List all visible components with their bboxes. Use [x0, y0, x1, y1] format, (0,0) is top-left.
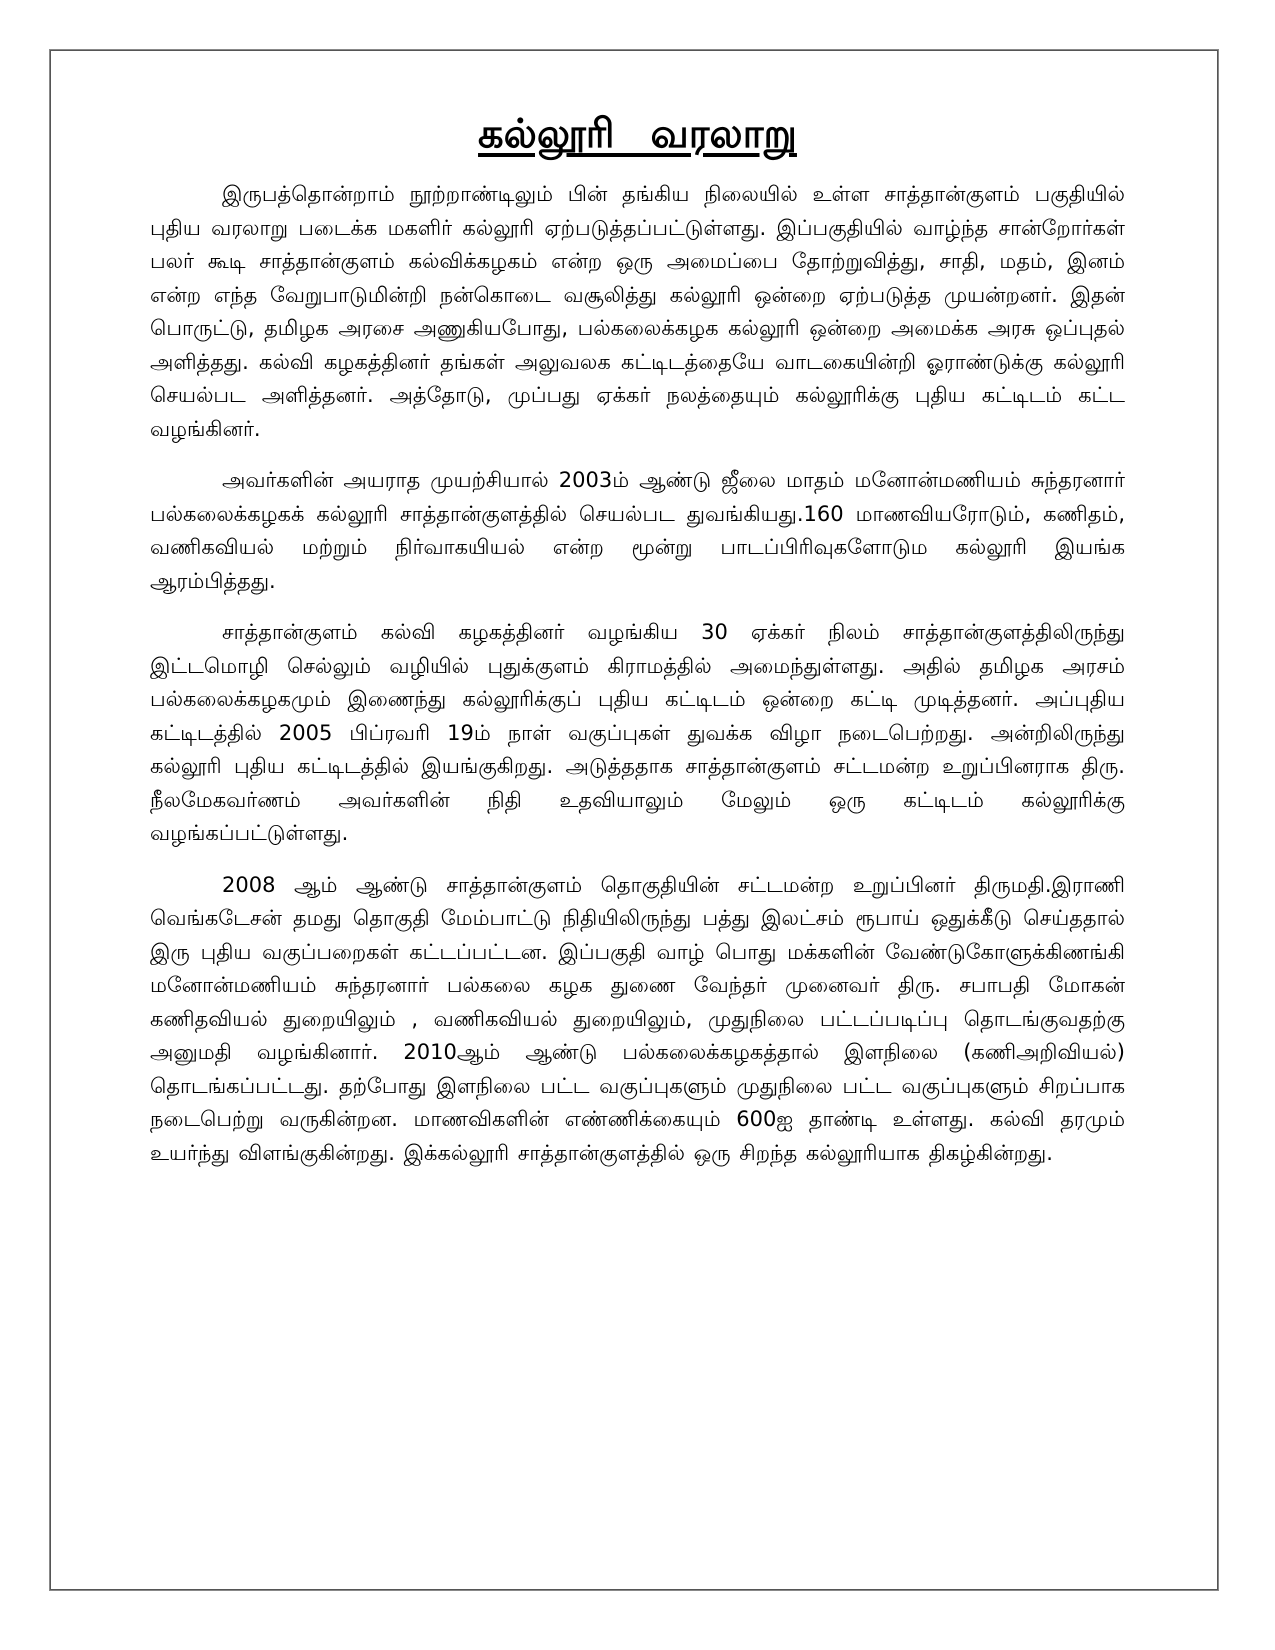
document-title: கல்லூரி வரலாறு: [478, 111, 797, 157]
paragraph-1: இருபத்தொன்றாம் நூற்றாண்டிலும் பின் தங்கிய நிலையில் உள்ள சாத்தான்குளம் பகுதியில் புதிய வரலாறு படைக்க மகளிர் கல்லூரி ஏற்படுத்தப்பட்டுள்ளது. இப்பகுதியில் வாழ்ந்த சான்றோர்கள் பலர் கூடி சாத்தான்குளம் கல்விக்கழகம் என்ற ஒரு அமைப்பை தோற்றுவித்து, சாதி, மதம், இனம் என்ற எந்த வேறுபாடுமின்றி நன்கொடை வசூலித்து கல்லூரி ஒன்றை ஏற்படுத்த முயன்றனர். இதன் பொருட்டு, தமிழக அரசை அணுகியபோது, பல்கலைக்கழக கல்லூரி ஒன்றை அமைக்க அரசு ஒப்புதல் அளித்தது. கல்வி கழகத்தினர் தங்கள் அலுவலக கட்டிடத்தையே வாடகையின்றி ஓராண்டுக்கு கல்லூரி செயல்பட அளித்தனர். அத்தோடு, முப்பது ஏக்கர் நலத்தையும் கல்லூரிக்கு புதிய கட்டிடம் கட்ட வழங்கினர்.: [150, 182, 1125, 441]
paragraph-2: அவர்களின் அயராத முயற்சியால் 2003ம் ஆண்டு ஜீலை மாதம் மனோன்மணியம் சுந்தரனார் பல்கலைக்கழகக் கல்லூரி சாத்தான்குளத்தில் செயல்பட துவங்கியது.160 மாணவியரோடும், கணிதம், வணிகவியல் மற்றும் நிர்வாகயியல் என்ற மூன்று பாடப்பிரிவுகளோடும கல்லூரி இயங்க ஆரம்பித்தது.: [150, 468, 1125, 593]
paragraph-3: சாத்தான்குளம் கல்வி கழகத்தினர் வழங்கிய 30 ஏக்கர் நிலம் சாத்தான்குளத்திலிருந்து இட்டமொழி செல்லும் வழியில் புதுக்குளம் கிராமத்தில் அமைந்துள்ளது. அதில் தமிழக அரசம் பல்கலைக்கழகமும் இணைந்து கல்லூரிக்குப் புதிய கட்டிடம் ஒன்றை கட்டி முடித்தனர். அப்புதிய கட்டிடத்தில் 2005 பிப்ரவரி 19ம் நாள் வகுப்புகள் துவக்க விழா நடைபெற்றது. அன்றிலிருந்து கல்லூரி புதிய கட்டிடத்தில் இயங்குகிறது. அடுத்ததாக சாத்தான்குளம் சட்டமன்ற உறுப்பினராக திரு. நீலமேகவர்ணம் அவர்களின் நிதி உதவியாலும் மேலும் ஒரு கட்டிடம் கல்லூரிக்கு வழங்கப்பட்டுள்ளது.: [150, 620, 1125, 845]
paragraph-4: 2008 ஆம் ஆண்டு சாத்தான்குளம் தொகுதியின் சட்டமன்ற உறுப்பினர் திருமதி.இராணி வெங்கடேசன் தமது தொகுதி மேம்பாட்டு நிதியிலிருந்து பத்து இலட்சம் ரூபாய் ஒதுக்கீடு செய்ததால் இரு புதிய வகுப்பறைகள் கட்டப்பட்டன. இப்பகுதி வாழ் பொது மக்களின் வேண்டுகோளுக்கிணங்கி மனோன்மணியம் சுந்தரனார் பல்கலை கழக துணை வேந்தர் முனைவர் திரு. சபாபதி மோகன் கணிதவியல் துறையிலும் , வணிகவியல் துறையிலும், முதுநிலை பட்டப்படிப்பு தொடங்குவதற்கு அனுமதி வழங்கினார். 2010ஆம் ஆண்டு பல்கலைக்கழகத்தால் இளநிலை (கணிஅறிவியல்) தொடங்கப்பட்டது. தற்போது இளநிலை பட்ட வகுப்புகளும் முதுநிலை பட்ட வகுப்புகளும் சிறப்பாக நடைபெற்று வருகின்றன. மாணவிகளின் எண்ணிக்கையும் 600ஐ தாண்டி உள்ளது. கல்வி தரமும் உயர்ந்து விளங்குகின்றது. இக்கல்லூரி சாத்தான்குளத்தில் ஒரு சிறந்த கல்லூரியாக திகழ்கின்றது.: [150, 872, 1125, 1165]
document-body: [150, 108, 1125, 1188]
